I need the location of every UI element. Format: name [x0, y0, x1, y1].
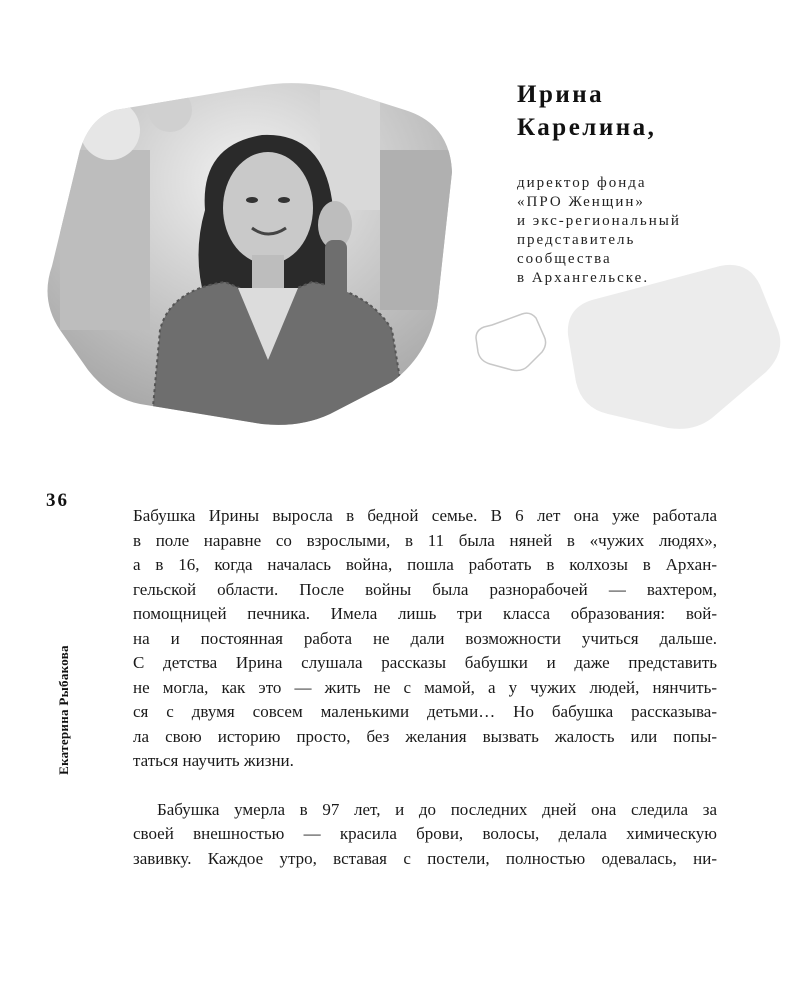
gray-hexagon-decor: [568, 265, 780, 429]
text-line: своей внешностью — красила брови, волосы, делала химическую: [133, 824, 717, 843]
text-line: в поле наравне со взрослыми, в 11 была няней в «чужих людях»,: [133, 530, 717, 550]
text-line: гельской области. После войны была разнорабочей — вахтером,: [133, 579, 717, 599]
person-first-name: Ирина: [517, 81, 605, 108]
page-number: 36: [46, 490, 69, 511]
outline-hexagon-decor: [476, 313, 546, 370]
role-line: и экс-региональный: [517, 213, 681, 229]
paragraph-1: [133, 504, 717, 774]
text-line: не могла, как это — жить не с мамой, а у чужих людей, нянчить-: [133, 677, 717, 697]
text-line: С детства Ирина слушала рассказы бабушки и даже представить: [133, 653, 717, 672]
text-line: таться научить жизни.: [133, 751, 294, 770]
portrait-photo: [40, 70, 460, 440]
text-line: завивку. Каждое утро, вставая с постели, полностью одевалась, ни-: [133, 848, 717, 868]
person-last-name: Карелина,: [517, 114, 657, 141]
text-line: ла свою историю просто, без желания вызвать жалость или попы-: [133, 726, 717, 746]
person-name: [517, 78, 656, 144]
text-line: а в 16, когда началась война, пошла работать в колхозы в Архан-: [133, 555, 717, 574]
role-line: «ПРО Женщин»: [517, 194, 645, 210]
role-line: директор фонда: [517, 175, 647, 191]
role-line: сообщества: [517, 251, 612, 267]
role-line: представитель: [517, 232, 636, 248]
person-role: [517, 174, 681, 288]
text-line: Бабушка умерла в 97 лет, и до последних дней она следила за: [157, 799, 717, 819]
author-name-vertical: Екатерина Рыбакова: [56, 645, 71, 775]
text-line: Бабушка Ирины выросла в бедной семье. В 6 лет она уже работала: [133, 506, 717, 525]
paragraph-2: [133, 798, 717, 872]
body-text: [133, 504, 717, 871]
text-line: на и постоянная работа не дали возможности учиться дальше.: [133, 628, 717, 648]
text-line: ся с двумя совсем маленькими детьми… Но бабушка рассказыва-: [133, 702, 717, 721]
role-line: в Архангельске.: [517, 270, 650, 286]
text-line: помощницей печника. Имела лишь три класса образования: вой-: [133, 604, 717, 623]
